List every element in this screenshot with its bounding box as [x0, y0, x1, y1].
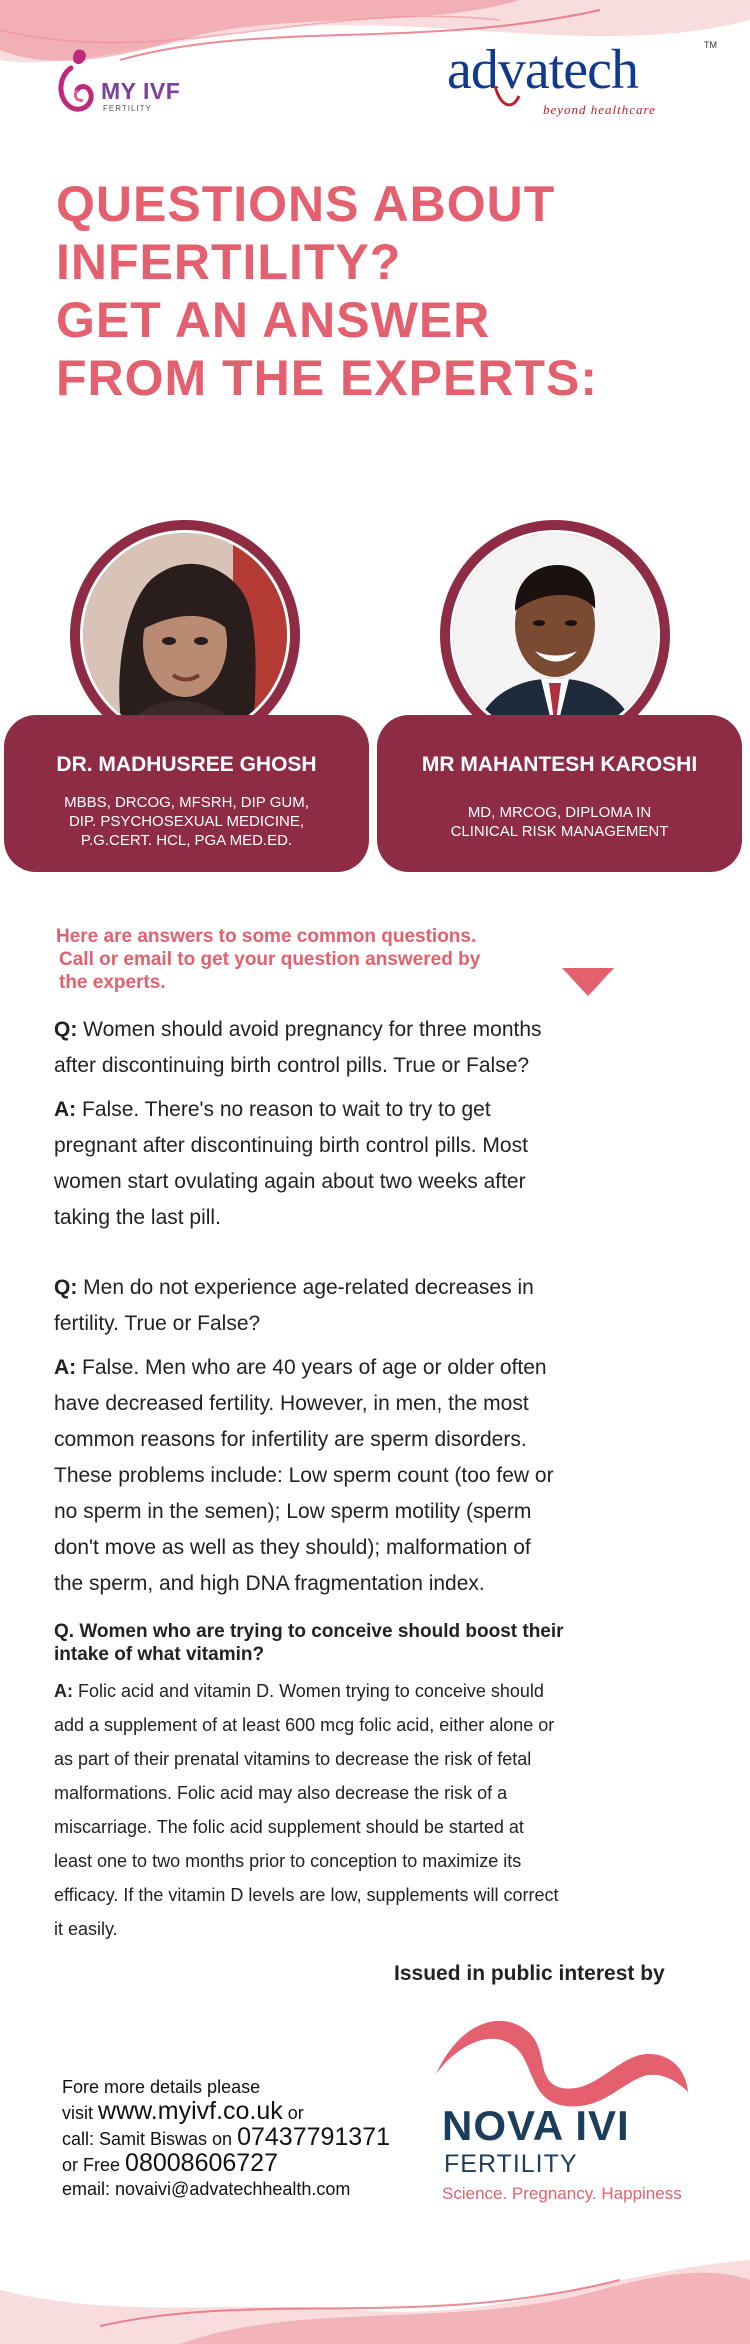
answer-2-line: These problems include: Low sperm count (too few or [54, 1464, 554, 1487]
contact-intro: Fore more details please [62, 2077, 261, 2097]
answer-1-line: women start ovulating again about two weeks after [54, 1170, 526, 1193]
doctor-1-card [4, 715, 369, 872]
question-3-line: intake of what vitamin? [54, 1644, 265, 1665]
advatech-name: advatech [447, 39, 638, 101]
answer-2-line: False. Men who are 40 years of age or older often [82, 1356, 547, 1379]
intro-line: Call or email to get your question answered by [59, 949, 481, 970]
question-2-line: Men do not experience age-related decreases in [83, 1276, 534, 1299]
phone-number-1[interactable]: 07437791371 [237, 2123, 391, 2151]
question-prefix: Q: [54, 1276, 78, 1299]
doctor-2-card [377, 715, 742, 872]
headline-line-3: GET AN ANSWER [56, 292, 491, 348]
man-portrait-icon [453, 533, 657, 737]
doctor-1-qual-line: P.G.CERT. HCL, PGA MED.ED. [80, 832, 293, 849]
headline [56, 175, 706, 407]
answer-1-line: False. There's no reason to wait to try to get [82, 1098, 491, 1121]
doctor-2-name: MR MAHANTESH KAROSHI [421, 753, 698, 776]
free-prefix: or Free [62, 2155, 121, 2175]
contact-block [62, 2075, 462, 2201]
headline-line-4: FROM THE EXPERTS: [56, 350, 599, 406]
woman-portrait-icon [83, 533, 287, 737]
advatech-tagline: beyond healthcare [543, 102, 656, 117]
doctor-2-qualifications [377, 803, 742, 841]
headline-line-1: QUESTIONS ABOUT [56, 176, 556, 232]
answer-3-line: miscarriage. The folic acid supplement should be started at [54, 1817, 524, 1837]
answer-3-line: add a supplement of at least 600 mcg folic acid, either alone or [54, 1715, 555, 1735]
myivf-subtitle: FERTILITY [103, 104, 152, 113]
bottom-wave-decoration [0, 2230, 750, 2344]
doctor-1-qual-line: MBBS, DRCOG, MFSRH, DIP GUM, [64, 794, 309, 811]
answer-1-line: taking the last pill. [54, 1206, 221, 1229]
nova-ivi-name: NOVA IVI [442, 2102, 630, 2149]
question-1-line: Women should avoid pregnancy for three months [83, 1018, 542, 1041]
website-link[interactable]: www.myivf.co.uk [98, 2097, 283, 2125]
advatech-curl-icon [491, 82, 521, 112]
myivf-name: MY IVF [101, 78, 181, 104]
intro-line: Here are answers to some common questions. [56, 926, 477, 947]
doctor-1-qualifications [4, 793, 369, 850]
answer-2-line: don't move as well as they should); malformation of [54, 1536, 531, 1559]
question-prefix: Q: [54, 1018, 78, 1041]
question-1 [54, 1012, 654, 1084]
doctor-1-name: DR. MADHUSREE GHOSH [56, 753, 317, 776]
doctor-1-portrait [80, 530, 290, 740]
intro-line: the experts. [59, 972, 166, 993]
answer-3-line: efficacy. If the vitamin D levels are low, supplements will correct [54, 1885, 559, 1905]
visit-suffix: or [287, 2103, 304, 2123]
visit-prefix: visit [62, 2103, 93, 2123]
nova-tagline: Science. Pregnancy. Happiness [442, 2184, 682, 2203]
call-prefix: call: Samit Biswas on [62, 2129, 233, 2149]
doctor-2-portrait [450, 530, 660, 740]
question-3-line: Women who are trying to conceive should boost their [79, 1621, 564, 1642]
answer-1-line: pregnant after discontinuing birth control pills. Most [54, 1134, 528, 1157]
issued-by-label: Issued in public interest by [394, 1962, 665, 1985]
nova-swirl-icon [430, 2002, 690, 2112]
answer-2-line: the sperm, and high DNA fragmentation index. [54, 1572, 485, 1595]
answer-1 [54, 1092, 654, 1236]
question-3-prefix: Q. [54, 1621, 75, 1642]
answer-3-line: least one to two months prior to conception to maximize its [54, 1851, 522, 1871]
answer-prefix: A: [54, 1356, 77, 1379]
nova-fertility-label: FERTILITY [444, 2150, 578, 2178]
nova-ivi-logo [430, 2002, 730, 2212]
question-1-line: after discontinuing birth control pills. True or False? [54, 1054, 530, 1077]
answer-3-line: malformations. Folic acid may also decrease the risk of a [54, 1783, 508, 1803]
headline-line-2: INFERTILITY? [56, 234, 402, 290]
intro-text [56, 925, 576, 994]
answer-prefix: A: [54, 1681, 73, 1701]
answer-prefix: A: [54, 1098, 77, 1121]
email-line[interactable]: email: novaivi@advatechhealth.com [62, 2179, 351, 2199]
answer-2-line: no sperm in the semen); Low sperm motility (sperm [54, 1500, 532, 1523]
answer-2 [54, 1350, 654, 1602]
question-2 [54, 1270, 654, 1342]
advatech-trademark: TM [704, 40, 717, 50]
myivf-mark-icon [55, 42, 97, 120]
advatech-logo [447, 38, 717, 128]
answer-2-line: common reasons for infertility are sperm disorders. [54, 1428, 527, 1451]
doctor-2-qual-line: MD, MRCOG, DIPLOMA IN [467, 804, 652, 821]
answer-3 [54, 1674, 654, 1946]
phone-number-2[interactable]: 08008606727 [125, 2149, 278, 2177]
down-triangle-icon [562, 968, 614, 996]
answer-3-line: as part of their prenatal vitamins to decrease the risk of fetal [54, 1749, 532, 1769]
doctor-2-qual-line: CLINICAL RISK MANAGEMENT [450, 823, 669, 840]
answer-3-line: Folic acid and vitamin D. Women trying to conceive should [78, 1681, 544, 1701]
answer-3-line: it easily. [54, 1919, 118, 1939]
question-3 [54, 1620, 614, 1666]
answer-2-line: have decreased fertility. However, in men, the most [54, 1392, 529, 1415]
myivf-logo [55, 42, 195, 122]
doctor-1-qual-line: DIP. PSYCHOSEXUAL MEDICINE, [68, 813, 305, 830]
question-2-line: fertility. True or False? [54, 1312, 261, 1335]
